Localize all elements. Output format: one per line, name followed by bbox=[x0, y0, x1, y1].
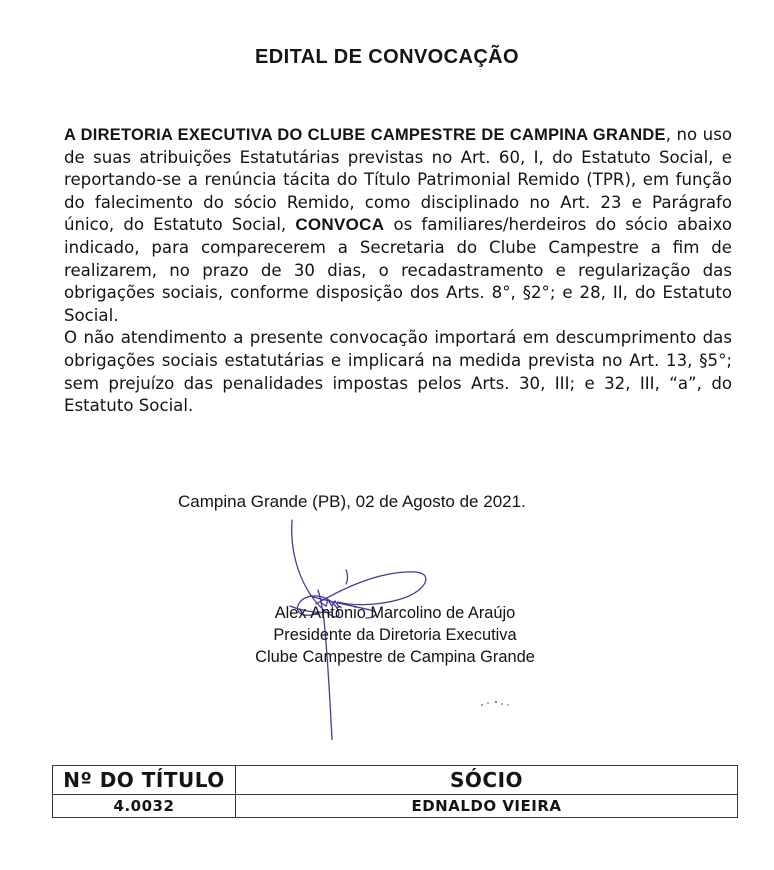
paragraph-consequences: O não atendimento a presente convocação importará em descumprimento das obrigações sociais estatutárias e implicará na medida prevista no Art. 13, §5°; sem prejuízo das penalidades impostas pelos Arts. 30, III; e 32, III, “a”, do Estatuto Social. bbox=[64, 328, 732, 416]
paragraph-text-a: , no uso de suas atribuições Estatutárias previstas no Art. 60, I, do Estatuto Social, e reportando-se a renúncia tácita do Título Patrimonial Remido (TPR), em função do falecimento do sócio Remido, como disciplinado no Art. 23 e Parágrafo único, do Estatuto Social, bbox=[64, 125, 732, 235]
member-table bbox=[52, 765, 738, 818]
signatory-organization: Clube Campestre de Campina Grande bbox=[255, 648, 535, 666]
signatory-role: Presidente da Diretoria Executiva bbox=[273, 626, 517, 644]
table-row bbox=[53, 795, 738, 818]
cell-member-name: EDNALDO VIEIRA bbox=[236, 795, 738, 818]
header-member: SÓCIO bbox=[236, 766, 738, 795]
signatory-name: Alex Antônio Marcolino de Araújo bbox=[274, 604, 516, 622]
cell-title-number: 4.0032 bbox=[53, 795, 236, 818]
header-title-number: Nº DO TÍTULO bbox=[53, 766, 236, 795]
signatory-block bbox=[200, 602, 590, 668]
paragraph-text-b: os familiares/herdeiros do sócio abaixo indicado, para comparecerem a Secretaria do Clube Campestre a fim de realizarem, no prazo de 30 dias, o recadastramento e regularização das obrigações sociais, conforme disposição dos Arts. 8°, §2°; e 28, II, do Estatuto Social. bbox=[64, 215, 732, 325]
document-title: EDITAL DE CONVOCAÇÃO bbox=[255, 46, 519, 68]
place-date: Campina Grande (PB), 02 de Agosto de 2021. bbox=[178, 492, 526, 511]
convoca-bold: CONVOCA bbox=[295, 215, 385, 235]
table-header-row bbox=[53, 766, 738, 795]
issuer-bold: A DIRETORIA EXECUTIVA DO CLUBE CAMPESTRE DE CAMPINA GRANDE bbox=[64, 126, 666, 144]
document-body bbox=[64, 124, 732, 418]
ink-speck bbox=[476, 696, 516, 710]
paragraph-convocation bbox=[64, 124, 732, 327]
